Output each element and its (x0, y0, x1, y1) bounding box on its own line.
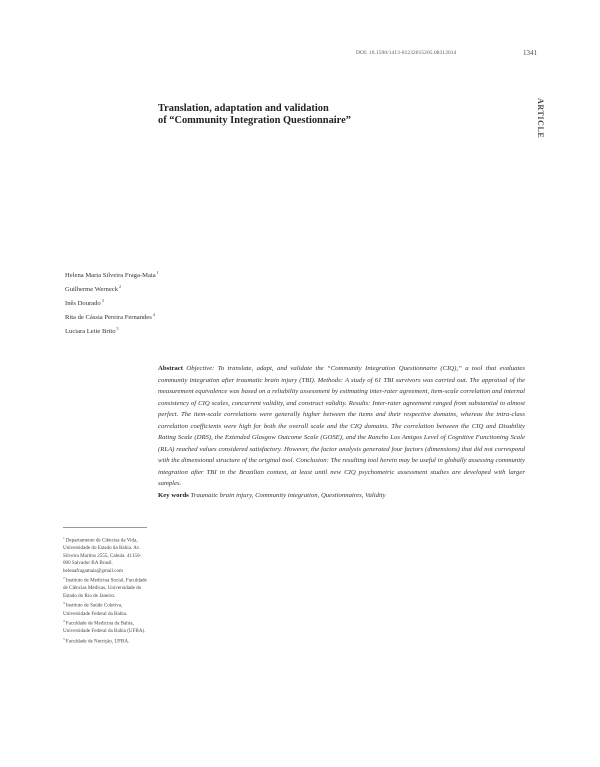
author-name: Guilherme Werneck (65, 286, 118, 294)
author (65, 310, 265, 324)
affiliation-text: Instituto de Medicina Social, Faculdade de Ciências Médicas, Universidade do Estado do Rio de Janeiro. (63, 577, 147, 599)
author-affiliation-mark: 4 (152, 312, 155, 318)
author-affiliation-mark: 2 (119, 284, 121, 290)
affiliation (63, 618, 148, 636)
affiliation-list (63, 535, 148, 646)
author (65, 282, 265, 296)
affiliation-mark: 3 (63, 601, 65, 606)
affiliation-mark: 2 (63, 576, 65, 581)
article-title (158, 103, 448, 127)
abstract-label: Abstract (158, 365, 184, 372)
abstract-paragraph (158, 363, 525, 490)
abstract-text: Objective: To translate, adapt, and validate the “Community Integration Questionnaire (CIQ),” a tool that evaluates community integration after traumatic brain injury (TBI). Methods: A study of 61 TBI survivors was carried out. The appraisal of the measurement equivalence was based on a reliability assessment by estimating inter-rater agreement, item-scale correlation and internal consistency of CIQ scales, concurrent validity, and construct validity. Results: Inter-rater agreement ranged from substantial to almost perfect. The item-scale correlations were generally higher between the items and their respective domains, whereas the intra-class correlation coefficients were high for both the overall scale and the CIQ domains. The correlation between the CIQ and Disability Rating Scale (DRS), the Extended Glasgow Outcome Scale (GOSE), and the Rancho Los Amigos Level of Cognitive Functioning Scale (RLA) reached values considered satisfactory. However, the factor analysis generated four factors (dimensions) that did not correspond with the dimensional structure of the original tool. Conclusion: The resulting tool herein may be useful in globally assessing community integration after TBI in the Brazilian context, at least until new CIQ psychometric assessment studies are developed with larger samples. (158, 365, 525, 488)
affiliation-text: Faculdade de Medicina da Bahia, Universidade Federal da Bahia (UFBA). (63, 620, 146, 635)
title-line-1: Translation, adaptation and validation (158, 103, 329, 114)
author-name: Inês Dourado (65, 300, 101, 308)
affiliation (63, 600, 148, 618)
doi-line: DOI: 10.1590/1413-81232015205.08312014 (356, 50, 457, 56)
affiliation (63, 575, 148, 600)
affiliation-text: Departamento de Ciências da Vida, Universidade do Estado da Bahia. Av. Silveira Martins 2555, Cabula. 41150-000 Salvador BA Brasil. helenafragamaia@gmail.com (63, 537, 142, 574)
affiliation-mark: 4 (63, 619, 65, 624)
affiliation-mark: 5 (63, 636, 65, 641)
author (65, 268, 265, 282)
page-number: 1341 (523, 49, 537, 57)
affiliation-text: Instituto de Saúde Coletiva, Universidade Federal da Bahia. (63, 603, 128, 617)
keywords-paragraph (158, 490, 525, 502)
title-line-2: of “Community Integration Questionnaire” (158, 115, 351, 126)
author-name: Luciara Leite Brito (65, 328, 116, 336)
author-name: Rita de Cássia Pereira Fernandes (65, 314, 152, 322)
footnote-divider (63, 527, 147, 528)
affiliation-text: Faculdade de Nutrição, UFBA. (65, 638, 130, 645)
section-tab-article: ARTICLE (536, 98, 545, 139)
affiliation-mark: 1 (63, 536, 65, 540)
author-affiliation-mark: 3 (101, 298, 104, 304)
author-list (65, 268, 265, 338)
affiliation (63, 636, 148, 646)
keywords-text: Traumatic brain injury, Community integration, Questionnaires, Validity (190, 492, 386, 500)
author-name: Helena Maria Silveira Fraga-Maia (65, 272, 156, 280)
abstract-block (158, 363, 525, 502)
keywords-label: Key words (158, 492, 189, 500)
author-affiliation-mark: 1 (156, 270, 159, 275)
author (65, 296, 265, 310)
author-affiliation-mark: 5 (116, 326, 119, 332)
affiliation (63, 535, 148, 575)
author (65, 324, 265, 338)
